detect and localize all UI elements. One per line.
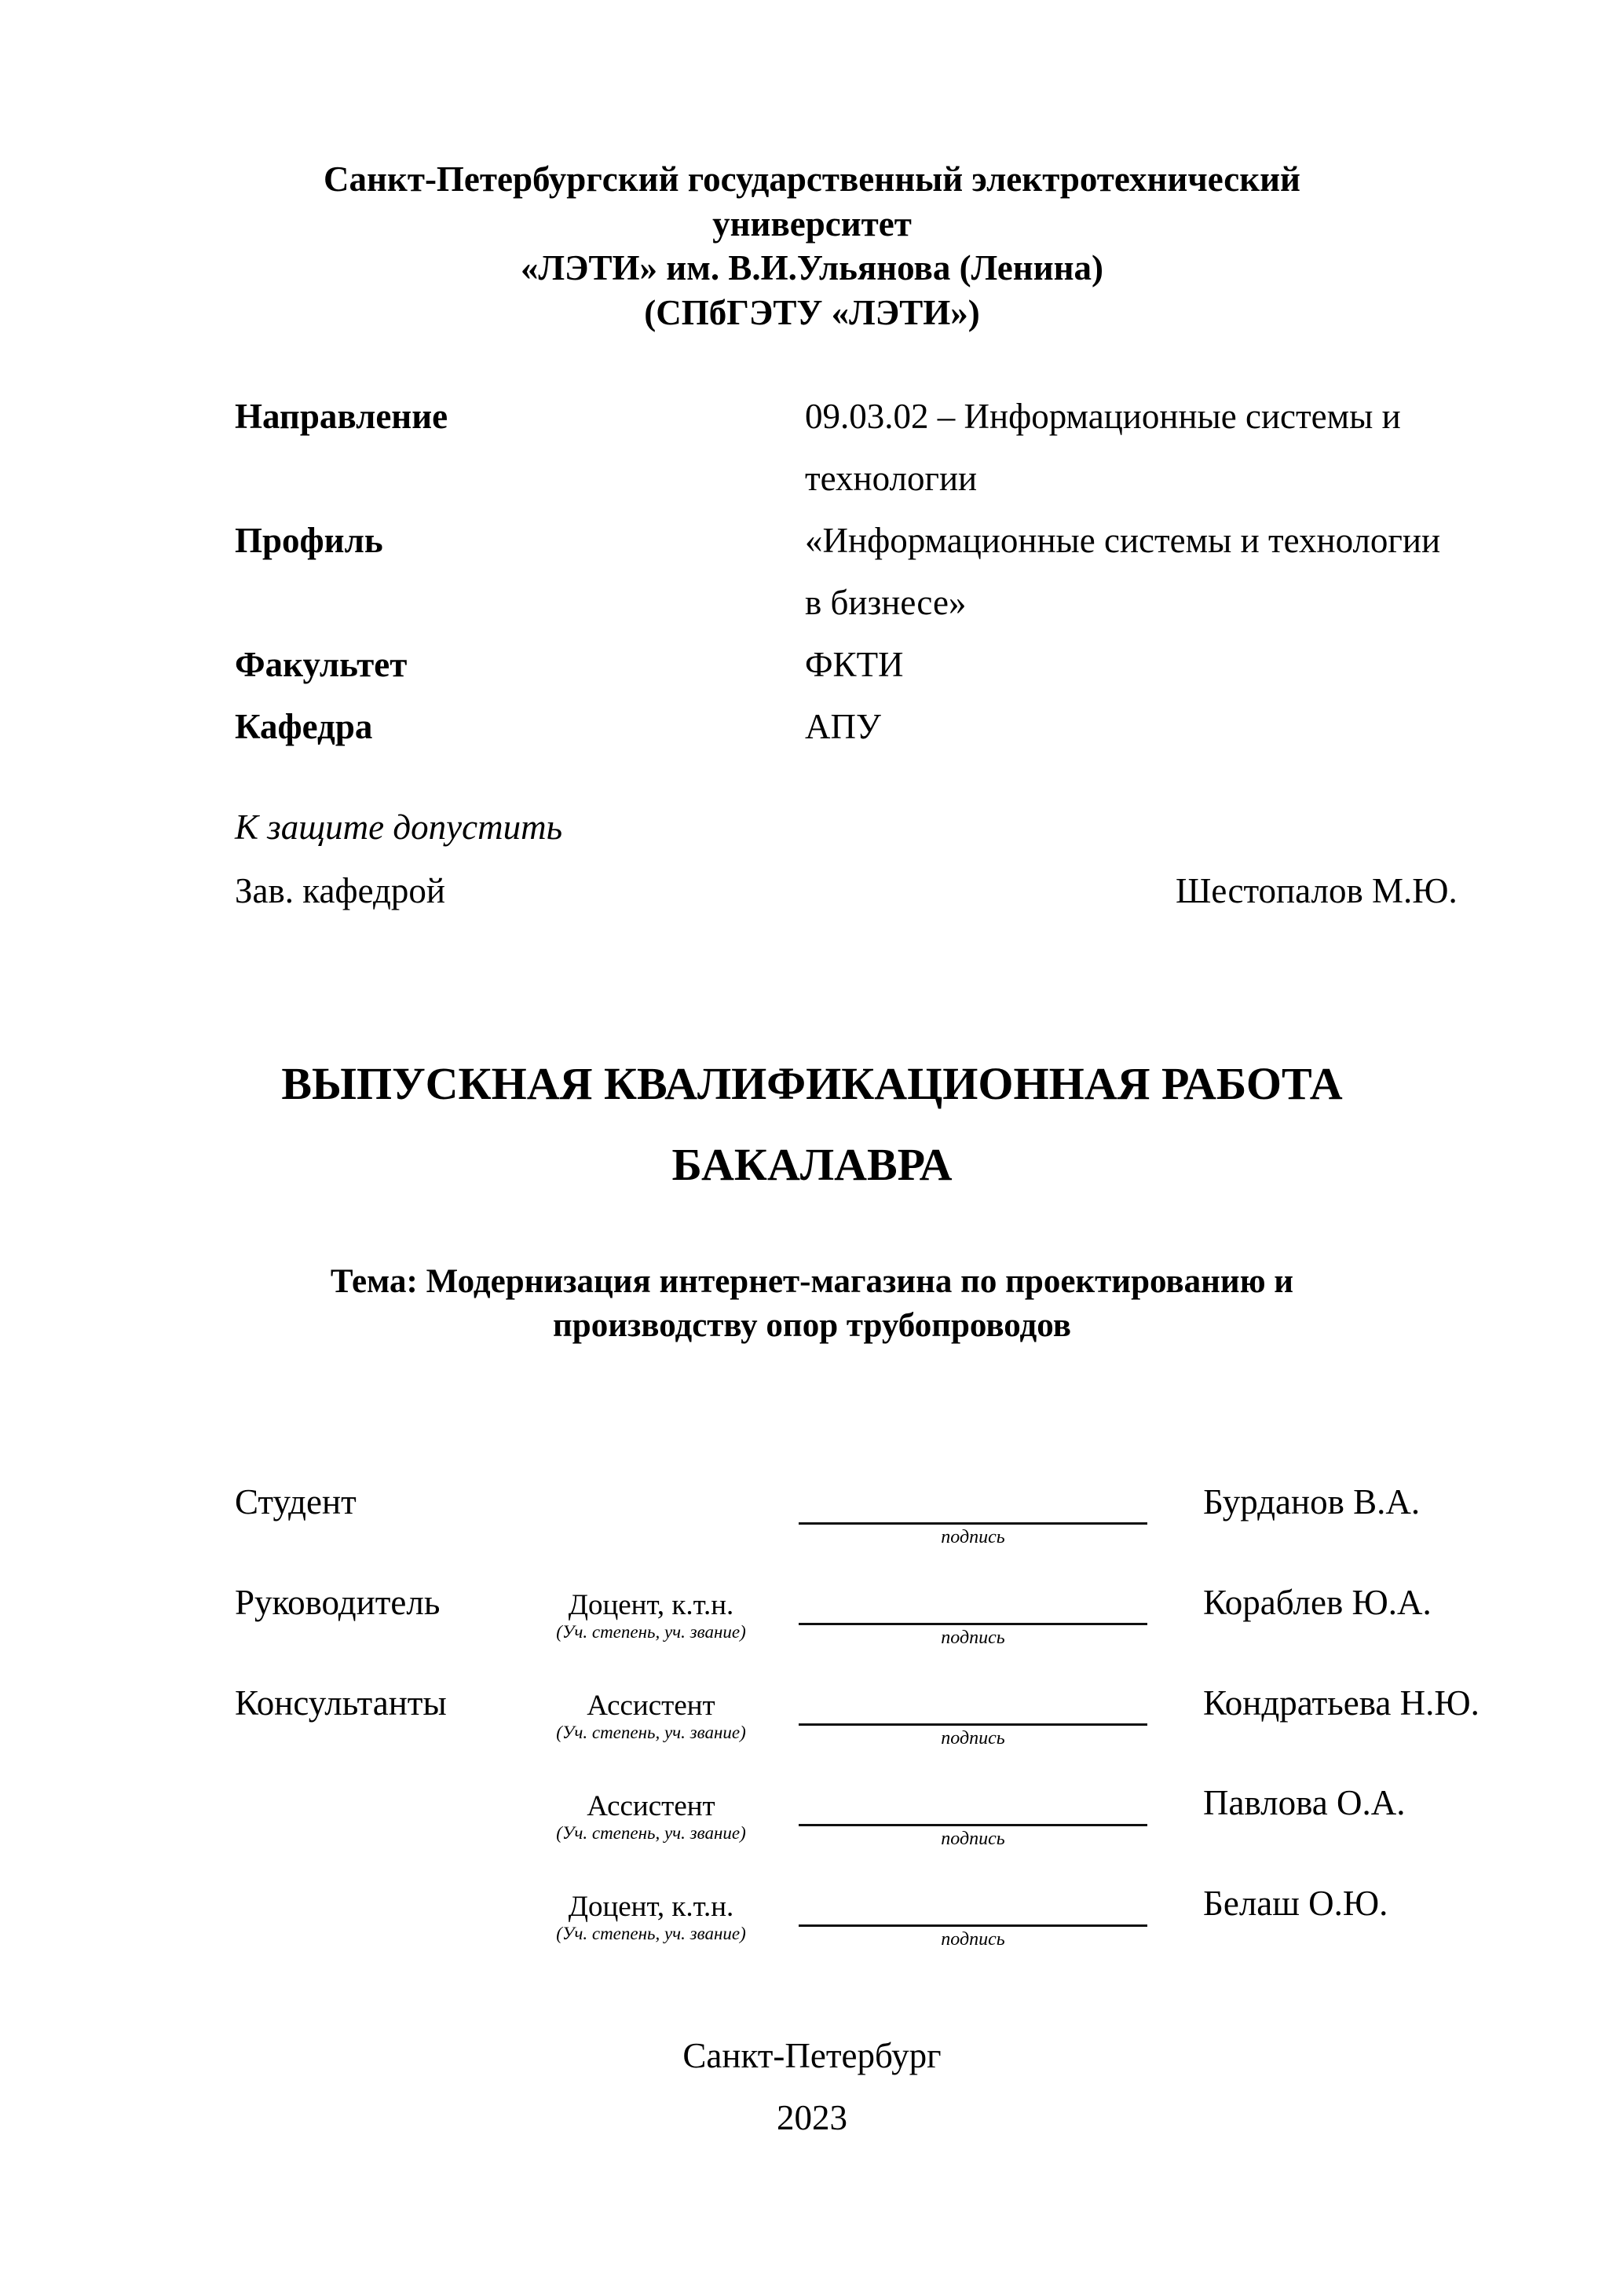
direction-value-line-1: 09.03.02 – Информационные системы и: [805, 397, 1401, 436]
direction-value-line-2: технологии: [805, 459, 978, 498]
signature-hint: подпись: [941, 1728, 1005, 1749]
student-name: Бурданов В.А.: [1203, 1482, 1421, 1522]
university-name-line-1: Санкт-Петербургский государственный электротехнический: [323, 159, 1300, 199]
profile-value-line-2: в бизнесе»: [805, 583, 967, 622]
signature-hint: подпись: [941, 1829, 1005, 1849]
head-of-department-name: Шестопалов М.Ю.: [1176, 871, 1458, 910]
signature-line: [799, 1623, 1147, 1625]
head-of-department-label: Зав. кафедрой: [235, 871, 445, 910]
department-label: Кафедра: [235, 707, 373, 746]
faculty-value: ФКТИ: [805, 645, 904, 684]
university-abbreviation: (СПбГЭТУ «ЛЭТИ»): [644, 293, 980, 332]
faculty-label: Факультет: [235, 645, 408, 684]
consultant-1-name: Кондратьева Н.Ю.: [1203, 1683, 1480, 1723]
consultant-3-name: Белаш О.Ю.: [1203, 1884, 1388, 1923]
signature-line: [799, 1924, 1147, 1927]
role-consultants: Консультанты: [235, 1683, 447, 1723]
theme-line-2: производству опор трубопроводов: [553, 1307, 1071, 1344]
university-name-line-2: университет: [712, 204, 912, 244]
document-title-line-1: ВЫПУСКНАЯ КВАЛИФИКАЦИОННАЯ РАБОТА: [281, 1058, 1343, 1109]
direction-label: Направление: [235, 397, 448, 436]
rank-hint: (Уч. степень, уч. звание): [556, 1924, 746, 1943]
rank-hint: (Уч. степень, уч. звание): [556, 1723, 746, 1742]
consultant-2-name: Павлова О.А.: [1203, 1783, 1406, 1822]
year: 2023: [777, 2098, 847, 2137]
rank-hint: (Уч. степень, уч. звание): [556, 1622, 746, 1642]
signature-hint: подпись: [941, 1628, 1005, 1648]
city: Санкт-Петербург: [682, 2036, 942, 2075]
role-supervisor: Руководитель: [235, 1583, 441, 1622]
theme-line-1: Тема: Модернизация интернет-магазина по проектированию и: [330, 1263, 1294, 1300]
signature-line: [799, 1824, 1147, 1826]
department-value: АПУ: [805, 707, 881, 746]
signature-line: [799, 1522, 1147, 1525]
signature-hint: подпись: [941, 1929, 1005, 1950]
role-student: Студент: [235, 1482, 357, 1522]
profile-label: Профиль: [235, 521, 383, 560]
profile-value-line-1: «Информационные системы и технологии: [805, 521, 1441, 560]
rank-hint: (Уч. степень, уч. звание): [556, 1823, 746, 1843]
consultant-3-rank: Доцент, к.т.н.: [568, 1891, 734, 1923]
signature-line: [799, 1723, 1147, 1726]
signature-hint: подпись: [941, 1527, 1005, 1547]
admit-to-defense: К защите допустить: [235, 807, 563, 847]
consultant-2-rank: Ассистент: [587, 1790, 715, 1822]
university-name-line-3: «ЛЭТИ» им. В.И.Ульянова (Ленина): [520, 248, 1104, 287]
supervisor-rank: Доцент, к.т.н.: [568, 1589, 734, 1621]
document-title-line-2: БАКАЛАВРА: [671, 1139, 953, 1190]
supervisor-name: Кораблев Ю.А.: [1203, 1583, 1432, 1622]
consultant-1-rank: Ассистент: [587, 1690, 715, 1722]
